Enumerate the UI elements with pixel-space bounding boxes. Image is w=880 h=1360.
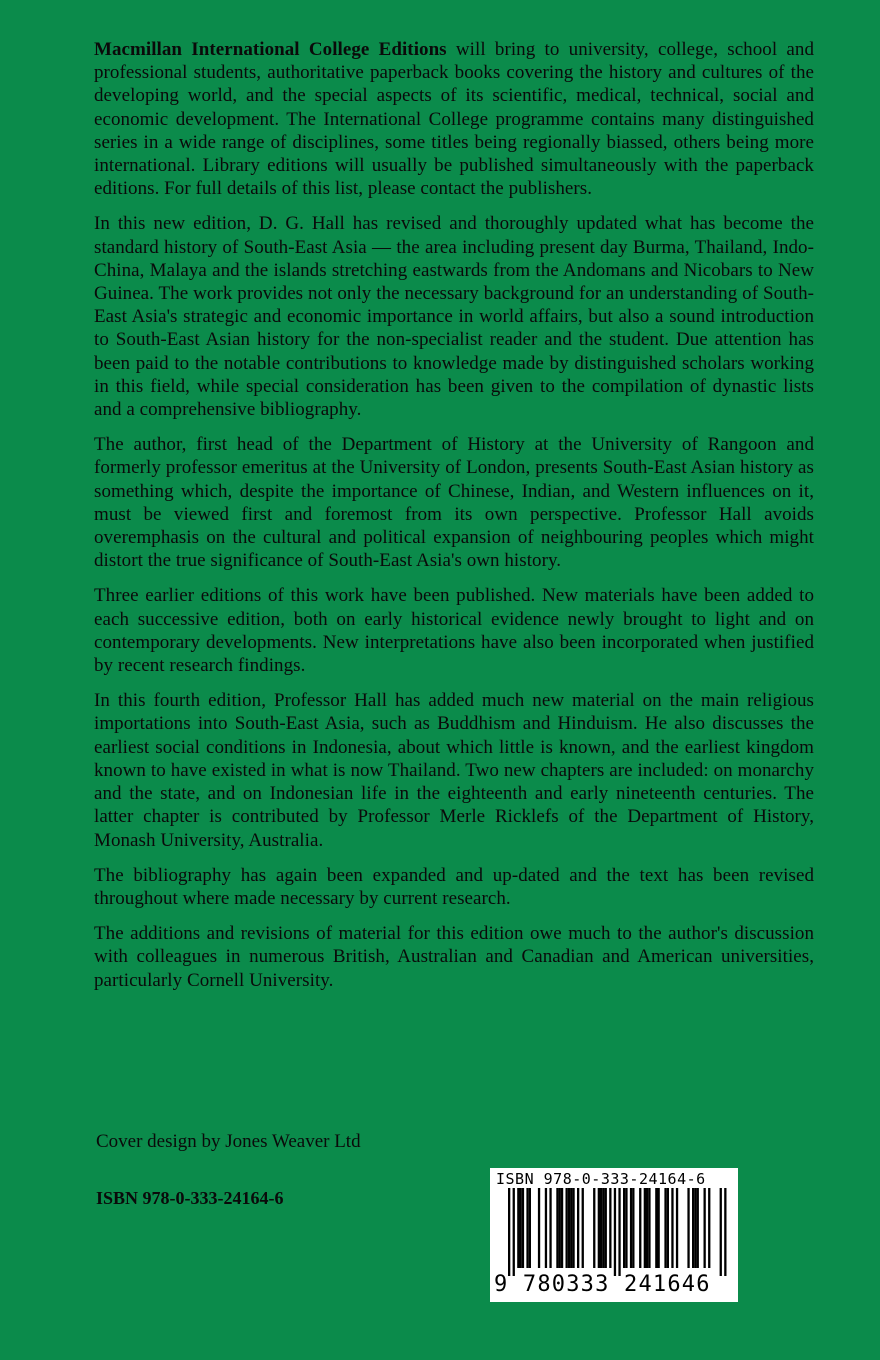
barcode-bar (671, 1188, 673, 1268)
barcode-bar (570, 1188, 572, 1268)
barcode (490, 1168, 738, 1302)
barcode-bar (572, 1188, 574, 1268)
barcode-bar (561, 1188, 563, 1268)
barcode-bar (508, 1188, 510, 1276)
barcode-bar (538, 1188, 540, 1268)
barcode-bar (648, 1188, 650, 1268)
blurb-column (94, 38, 814, 1004)
barcode-bar (639, 1188, 641, 1268)
barcode-bar (687, 1188, 689, 1268)
intro-paragraph-text: will bring to university, college, school and professional students, authoritative paperback books covering the history and cultures of the developing world, and the special aspects of its scientific, medical, technical, social and economic development. The International College programme contains many distinguished series in a wide range of disciplines, some titles being regionally biassed, others being more international. Library editions will usually be published simultaneously with the paperback editions. For full details of this list, please contact the publishers. (94, 39, 815, 200)
barcode-bar (522, 1188, 524, 1268)
barcode-bar (545, 1188, 547, 1268)
barcode-bar (517, 1188, 519, 1268)
barcode-bar (520, 1188, 522, 1268)
cover-design-credit: Cover design by Jones Weaver Ltd (96, 1131, 361, 1152)
barcode-bar (646, 1188, 648, 1268)
barcode-bar (724, 1188, 726, 1276)
barcode-bar (632, 1188, 634, 1268)
barcode-bar (623, 1188, 625, 1268)
edition-paragraph: In this new edition, D. G. Hall has revised and thoroughly updated what has become the standard history of South-East Asia — the area including present day Burma, Thailand, Indo-China, Malaya and the islands stretching eastwards from the Andomans and Nicobars to New Guinea. The work provides not only the necessary background for an understanding of South-East Asia's strategic and economic importance in world affairs, but also a sound introduction to South-East Asian history for the non-specialist reader and the student. Due attention has been paid to the notable contributions to knowledge made by distinguished scholars working in this field, while special consideration has been given to the compilation of dynastic lists and a comprehensive bibliography. (94, 213, 814, 421)
author-paragraph: The author, first head of the Department of History at the University of Rangoon and formerly professor emeritus at the University of London, presents South-East Asian history as something which, despite the importance of Chinese, Indian, and Western influences on it, must be viewed first and foremost from its own perspective. Professor Hall avoids overemphasis on the cultural and political expansion of neighbouring peoples which might distort the true significance of South-East Asia's own history. (94, 434, 814, 572)
barcode-bars (490, 1188, 738, 1278)
barcode-bar (577, 1188, 579, 1268)
barcode-bar (720, 1188, 722, 1276)
barcode-bar (625, 1188, 627, 1268)
barcode-bar (529, 1188, 531, 1268)
series-name: Macmillan International College Editions (94, 39, 447, 60)
barcode-bar (692, 1188, 694, 1268)
barcode-bar (600, 1188, 602, 1268)
acknowledgement-paragraph: The additions and revisions of material for this edition owe much to the author's discussion with colleagues in numerous British, Australian and Canadian and American universities, particularly Cornell University. (94, 923, 814, 991)
barcode-bar (676, 1188, 678, 1268)
intro-paragraph (94, 38, 814, 200)
barcode-bar (602, 1188, 604, 1268)
barcode-bar (614, 1188, 616, 1276)
barcode-bar (582, 1188, 584, 1268)
barcode-bar (708, 1188, 710, 1268)
barcode-bar (618, 1188, 620, 1276)
barcode-bar (605, 1188, 607, 1268)
barcode-digits: 9 780333 241646 (494, 1272, 711, 1297)
barcode-bar (664, 1188, 666, 1268)
barcode-bar (609, 1188, 611, 1268)
barcode-bar (655, 1188, 657, 1268)
barcode-isbn-text: ISBN 978-0-333-24164-6 (496, 1170, 706, 1188)
barcode-bar (549, 1188, 551, 1268)
barcode-bar (598, 1188, 600, 1268)
barcode-bar (644, 1188, 646, 1268)
barcode-bar (694, 1188, 696, 1268)
barcode-bar (704, 1188, 706, 1268)
barcode-bar (697, 1188, 699, 1268)
bibliography-paragraph: The bibliography has again been expanded and up-dated and the text has been revised throughout where made necessary by current research. (94, 864, 814, 909)
barcode-bar (566, 1188, 568, 1268)
barcode-bar (593, 1188, 595, 1268)
fourth-edition-paragraph: In this fourth edition, Professor Hall has added much new material on the main religious importations into South-East Asia, such as Buddhism and Hinduism. He also discusses the earliest social conditions in Indonesia, about which little is known, and the earliest kingdom known to have existed in what is now Thailand. Two new chapters are included: on monarchy and the state, and on Indonesian life in the eighteenth and early nineteenth centuries. The latter chapter is contributed by Professor Merle Ricklefs of the Department of History, Monash University, Australia. (94, 690, 814, 851)
barcode-bar (556, 1188, 558, 1268)
isbn-label: ISBN 978-0-333-24164-6 (96, 1188, 284, 1208)
barcode-bar (630, 1188, 632, 1268)
barcode-bar (658, 1188, 660, 1268)
barcode-bar (559, 1188, 561, 1268)
earlier-editions-paragraph: Three earlier editions of this work have been published. New materials have been added to each successive edition, both on early historical evidence newly brought to light and on contemporary developments. New interpretations have also been incorporated when justified by recent research findings. (94, 585, 814, 677)
barcode-bar (568, 1188, 570, 1268)
barcode-bar (526, 1188, 528, 1268)
barcode-bar (667, 1188, 669, 1268)
barcode-bar (513, 1188, 515, 1276)
